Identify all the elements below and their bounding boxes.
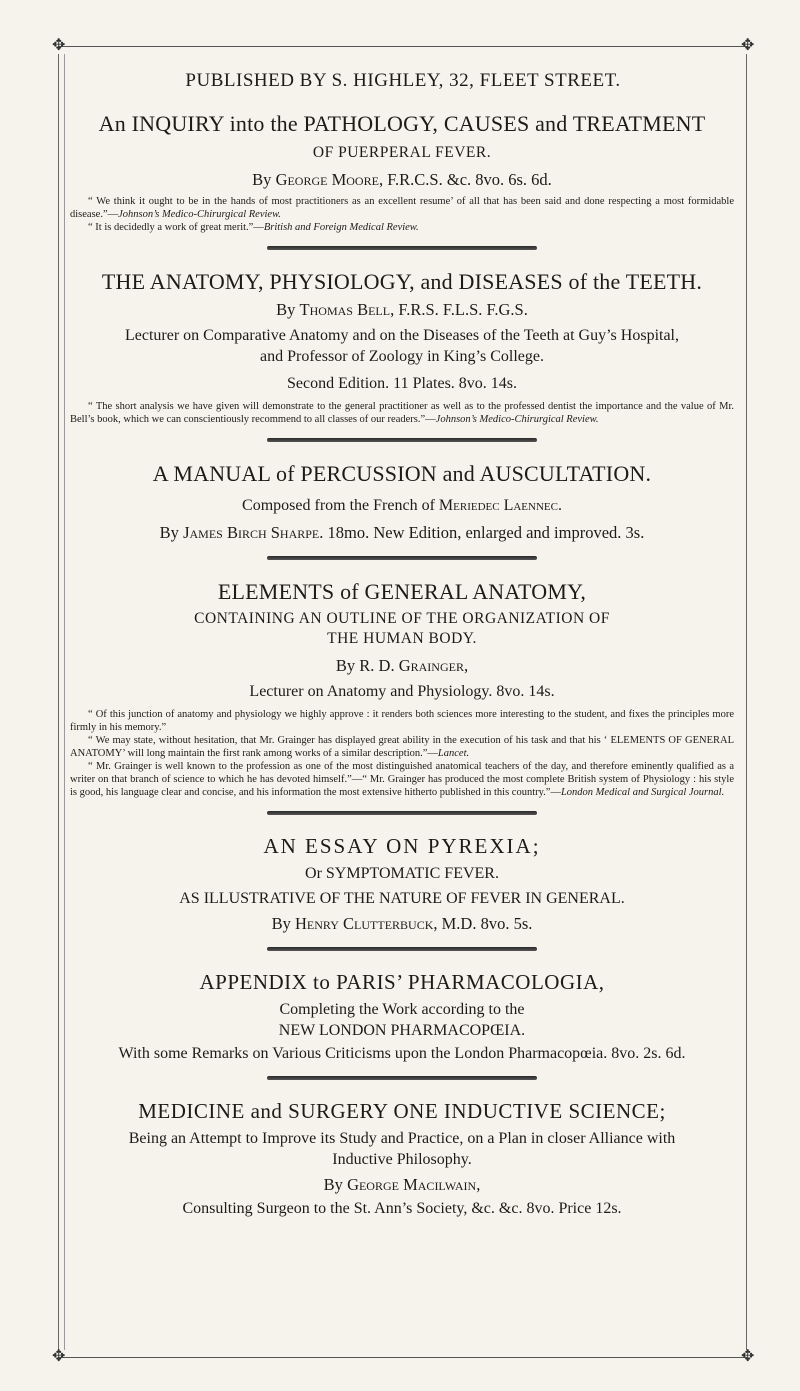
section-divider bbox=[267, 438, 537, 442]
quote-source: Lancet. bbox=[437, 748, 470, 759]
entry-title: AN ESSAY ON PYREXIA; bbox=[263, 834, 541, 858]
review-quote bbox=[70, 221, 734, 234]
entry-subtitle: AS ILLUSTRATIVE OF THE NATURE OF FEVER IN GENERAL. bbox=[179, 890, 625, 907]
right-border-rule bbox=[746, 54, 747, 1350]
catalogue-entry-percussion bbox=[66, 460, 738, 544]
entry-description bbox=[66, 495, 738, 516]
entry-description: NEW LONDON PHARMACOPŒIA. bbox=[278, 1022, 526, 1039]
entry-subtitle: OF PUERPERAL FEVER. bbox=[312, 144, 492, 161]
review-quote bbox=[70, 195, 734, 221]
author-name: Thomas Bell bbox=[299, 300, 391, 319]
review-quote bbox=[70, 760, 734, 799]
author-details: , bbox=[463, 656, 469, 675]
entry-subtitle: THE HUMAN BODY. bbox=[327, 630, 477, 647]
entry-edition: Second Edition. 11 Plates. 8vo. 14s. bbox=[286, 375, 518, 392]
left-inner-rule bbox=[64, 54, 65, 1350]
description-suffix: . bbox=[557, 497, 562, 514]
catalogue-entry-pyrexia bbox=[66, 833, 738, 935]
corner-ornament-icon: ✥ bbox=[741, 37, 755, 54]
author-details: , F.R.C.S. &c. 8vo. 6s. 6d. bbox=[378, 170, 552, 189]
entry-subtitle: CONTAINING AN OUTLINE OF THE ORGANIZATION OF bbox=[194, 610, 610, 627]
author-name: George Moore bbox=[275, 170, 379, 189]
review-quote bbox=[70, 708, 734, 734]
quote-text: “ It is decidedly a work of great merit.”— bbox=[88, 222, 264, 233]
left-border-rule bbox=[58, 54, 59, 1350]
quote-text: “ We think it ought to be in the hands of most practitioners as an excellent resume’ of all that has been said and done respecting a most formidable disease.”— bbox=[70, 196, 734, 220]
author-prefix: By bbox=[271, 914, 295, 933]
review-quote bbox=[70, 734, 734, 760]
corner-ornament-icon: ✥ bbox=[52, 37, 66, 54]
translated-author-name: Meriedec Laennec bbox=[438, 497, 558, 514]
corner-ornament-icon: ✥ bbox=[52, 1348, 66, 1365]
quote-text: “ The short analysis we have given will demonstrate to the general practitioner as well as to the professed dentist the importance and the value of Mr. Bell’s book, which we can conscientiously recommend to all classes of our readers.”— bbox=[70, 401, 734, 425]
catalogue-entry-puerperal-fever bbox=[66, 110, 738, 234]
author-details: , bbox=[476, 1175, 481, 1194]
entry-description: Lecturer on Comparative Anatomy and on the Diseases of the Teeth at Guy’s Hospital, bbox=[125, 327, 679, 344]
catalogue-entry-general-anatomy bbox=[66, 578, 738, 799]
entry-subtitle: Or SYMPTOMATIC FEVER. bbox=[305, 865, 499, 882]
quote-text: “ Mr. Grainger is well known to the profession as one of the most distinguished anatomical teachers of the day, and therefore eminently qualified as a writer on that branch of science to which he has devoted himself.”—“ Mr. Grainger has produced the most complete British system of Physiology : his style is good, his language clear and concise, and his information the most extensive hitherto published in this country.”— bbox=[70, 761, 734, 798]
section-divider bbox=[267, 1076, 537, 1080]
author-details: . 18mo. New Edition, enlarged and improved. 3s. bbox=[319, 523, 645, 542]
entry-description: With some Remarks on Various Criticisms upon the London Pharmacopœia. 8vo. 2s. 6d. bbox=[118, 1045, 686, 1062]
author-name: James Birch Sharpe bbox=[183, 523, 320, 542]
author-name: R. D. Grainger bbox=[359, 656, 464, 675]
review-quote bbox=[70, 400, 734, 426]
author-details: , M.D. 8vo. 5s. bbox=[433, 914, 533, 933]
quote-source: London Medical and Surgical Journal. bbox=[560, 787, 725, 798]
entry-description: Completing the Work according to the bbox=[279, 1001, 525, 1018]
quote-source: Johnson’s Medico-Chirurgical Review. bbox=[118, 209, 281, 220]
entry-description: Inductive Philosophy. bbox=[332, 1151, 472, 1168]
catalogue-entry-pharmacologia bbox=[66, 969, 738, 1064]
entry-author-line bbox=[66, 913, 738, 935]
catalogue-list bbox=[66, 110, 738, 1219]
review-quotes bbox=[70, 708, 734, 799]
entry-title: THE ANATOMY, PHYSIOLOGY, and DISEASES of the TEETH. bbox=[101, 269, 703, 294]
entry-description: Lecturer on Anatomy and Physiology. 8vo. 14s. bbox=[249, 683, 555, 700]
author-name: George Macilwain bbox=[347, 1175, 477, 1194]
entry-author-line bbox=[66, 1174, 738, 1196]
top-border-rule bbox=[58, 46, 748, 47]
section-divider bbox=[267, 556, 537, 560]
author-name: Henry Clutterbuck bbox=[294, 914, 434, 933]
author-prefix: By bbox=[335, 656, 360, 675]
entry-title: APPENDIX to PARIS’ PHARMACOLOGIA, bbox=[199, 970, 605, 994]
quote-source: British and Foreign Medical Review. bbox=[263, 222, 419, 233]
author-prefix: By bbox=[276, 300, 300, 319]
bottom-border-rule bbox=[58, 1357, 748, 1358]
section-divider bbox=[267, 811, 537, 815]
review-quotes bbox=[70, 400, 734, 426]
author-prefix: By bbox=[159, 523, 184, 542]
catalogue-entry-teeth bbox=[66, 268, 738, 426]
publisher-header: PUBLISHED BY S. HIGHLEY, 32, FLEET STREET. bbox=[185, 70, 621, 91]
description-prefix: Composed from the French of bbox=[242, 497, 439, 514]
entry-description: and Professor of Zoology in King’s College. bbox=[260, 348, 544, 365]
entry-title: ELEMENTS of GENERAL ANATOMY, bbox=[217, 579, 587, 604]
entry-author-line bbox=[66, 522, 738, 544]
review-quotes bbox=[70, 195, 734, 234]
section-divider bbox=[267, 947, 537, 951]
catalogue-entry-inductive-science bbox=[66, 1098, 738, 1219]
author-prefix: By bbox=[252, 170, 276, 189]
entry-author-line bbox=[66, 655, 738, 677]
corner-ornament-icon: ✥ bbox=[741, 1348, 755, 1365]
entry-author-line bbox=[66, 169, 738, 191]
author-prefix: By bbox=[323, 1175, 348, 1194]
entry-author-line bbox=[66, 299, 738, 321]
entry-description: Being an Attempt to Improve its Study and Practice, on a Plan in closer Alliance with bbox=[128, 1130, 676, 1147]
quote-source: Johnson’s Medico-Chirurgical Review. bbox=[435, 414, 599, 425]
entry-title: An INQUIRY into the PATHOLOGY, CAUSES and TREATMENT bbox=[98, 111, 706, 136]
quote-text: “ Of this junction of anatomy and physiology we highly approve : it renders both sciences more interesting to the student, and fixes the principles more firmly in his memory.” bbox=[70, 709, 734, 733]
entry-description: Consulting Surgeon to the St. Ann’s Society, &c. &c. 8vo. Price 12s. bbox=[182, 1200, 622, 1217]
section-divider bbox=[267, 246, 537, 250]
entry-title: A MANUAL of PERCUSSION and AUSCULTATION. bbox=[152, 461, 652, 486]
author-details: , F.R.S. F.L.S. F.G.S. bbox=[390, 300, 528, 319]
quote-text: “ We may state, without hesitation, that Mr. Grainger has displayed great ability in the execution of his task and that his ‘ ELEMENTS OF GENERAL ANATOMY’ will long maintain the first rank among works of a similar description.”— bbox=[70, 735, 734, 759]
entry-title: MEDICINE and SURGERY ONE INDUCTIVE SCIENCE; bbox=[138, 1099, 666, 1123]
